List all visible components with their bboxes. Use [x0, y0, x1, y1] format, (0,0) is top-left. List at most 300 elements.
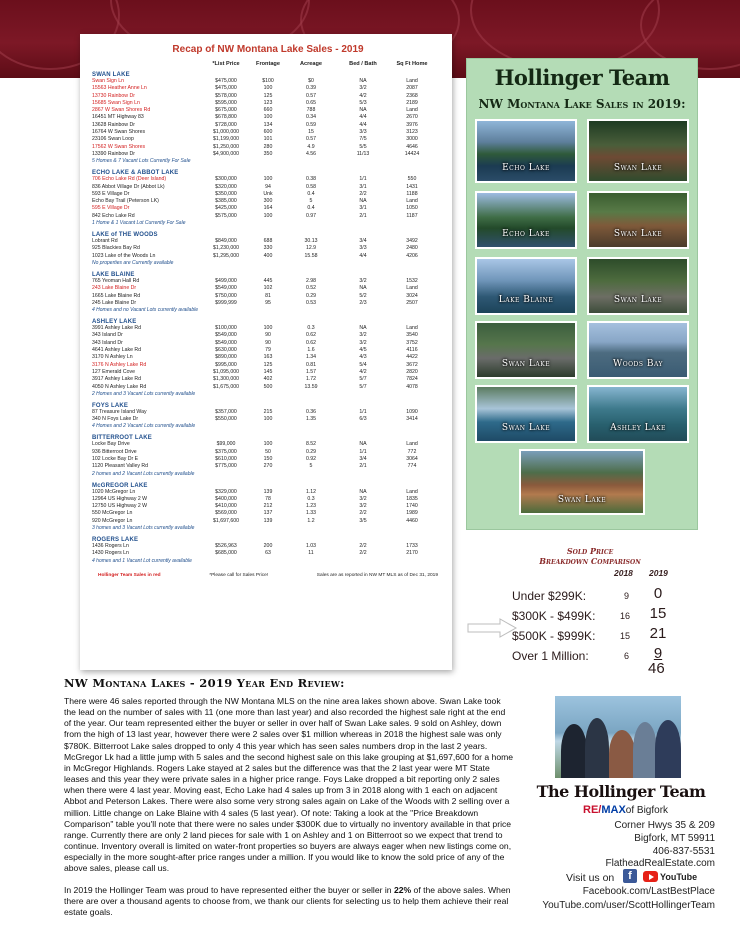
photo-caption: Swan Lake — [557, 495, 607, 505]
sale-address: 550 McGregor Ln — [92, 510, 133, 517]
sale-frontage: 125 — [263, 361, 273, 368]
sale-row — [92, 238, 444, 245]
sale-price: $499,000 — [215, 277, 237, 284]
sale-sqft: 1188 — [406, 190, 418, 197]
sale-row — [92, 376, 444, 383]
sale-address: 16451 MT Highway 83 — [92, 114, 144, 121]
sale-address: 1430 Rogers Ln — [92, 550, 129, 557]
youtube-link[interactable]: YouTube.com/user/ScottHollingerTeam — [542, 900, 715, 911]
sale-acreage: 1.33 — [305, 510, 317, 517]
sale-acreage: 1.12 — [305, 488, 317, 495]
sale-acreage: 0.62 — [305, 339, 317, 346]
lake-sales-recap-sheet — [80, 34, 452, 670]
comparison-row — [512, 585, 712, 607]
availability-note: No properties are Currently available — [92, 259, 174, 266]
sale-frontage: 100 — [263, 176, 273, 183]
website-link[interactable]: FlatheadRealEstate.com — [605, 858, 715, 869]
availability-note: 3 homes and 3 Vacant Lots currently available — [92, 525, 195, 532]
sale-bedbath: NA — [359, 198, 367, 205]
sale-acreage: 2.98 — [305, 277, 317, 284]
sale-bedbath: 2/2 — [359, 510, 367, 517]
availability-note: 4 Homes and no Vacant Lots currently available — [92, 307, 198, 314]
comparison-title-line1: Sold Price — [566, 546, 614, 556]
sale-address: 836 Abbot Village Dr (Abbot Lk) — [92, 183, 165, 190]
photo-caption: Echo Lake — [502, 229, 550, 239]
sale-bedbath: 2/2 — [359, 550, 367, 557]
sale-sqft: 1740 — [406, 503, 418, 510]
sale-frontage: 137 — [263, 510, 273, 517]
sale-row — [92, 489, 444, 496]
lake-section — [92, 483, 444, 532]
sale-price: $675,000 — [215, 107, 237, 114]
sale-frontage: 123 — [263, 99, 273, 106]
photo-caption: Swan Lake — [613, 229, 663, 239]
sale-frontage: 90 — [265, 332, 271, 339]
lake-heading: ROGERS LAKE — [92, 537, 139, 544]
sale-row — [92, 122, 444, 129]
sale-bedbath: 5/3 — [359, 99, 367, 106]
sale-row — [92, 93, 444, 100]
lake-heading: BITTERROOT LAKE — [92, 435, 152, 442]
sale-bedbath: 3/4 — [359, 455, 367, 462]
sale-bedbath: 2/1 — [359, 212, 367, 219]
sale-acreage: 0.52 — [305, 285, 317, 292]
sale-row — [92, 213, 444, 220]
photo-caption: Swan Lake — [613, 163, 663, 173]
sale-price: $410,000 — [215, 503, 237, 510]
sale-bedbath: 2/2 — [359, 190, 367, 197]
lake-sections — [92, 72, 444, 565]
photo-caption: Swan Lake — [501, 423, 551, 433]
sale-sqft: 1733 — [406, 543, 418, 550]
sale-address: 1665 Lake Blaine Rd — [92, 292, 141, 299]
sale-price: $890,000 — [215, 354, 237, 361]
sale-frontage: 163 — [263, 354, 273, 361]
sale-row — [92, 456, 444, 463]
sale-row — [92, 463, 444, 470]
sale-address: 1020 McGregor Ln — [92, 488, 136, 495]
sale-acreage: 0.34 — [305, 114, 317, 121]
sale-address: 127 Emerald Cove — [92, 368, 135, 375]
sale-address: 243 Lake Blaine Dr — [92, 285, 137, 292]
lake-photo — [587, 385, 689, 443]
sale-frontage: 400 — [263, 252, 273, 259]
sale-acreage: 0.81 — [305, 361, 317, 368]
sale-price: $1,000,000 — [213, 129, 239, 136]
sale-price: $475,000 — [215, 85, 237, 92]
sale-address: 706 Echo Lake Rd (Deer Island) — [92, 176, 167, 183]
sale-frontage: 90 — [265, 339, 271, 346]
sale-sqft: 2820 — [406, 368, 418, 375]
sale-price: $475,000 — [215, 78, 237, 84]
sale-acreage: 1.72 — [305, 376, 317, 383]
sale-sqft: 4078 — [406, 383, 418, 390]
comparison-row — [512, 625, 712, 647]
sale-row — [92, 503, 444, 510]
sale-sqft: Land — [406, 78, 418, 84]
lake-photo — [475, 321, 577, 379]
sale-bedbath: 3/1 — [359, 205, 367, 212]
panel-subtitle: NW Montana Lake Sales in 2019: — [478, 97, 686, 111]
lake-section — [92, 272, 444, 314]
sale-acreage: 5 — [309, 463, 313, 470]
sale-row — [92, 184, 444, 191]
photo-caption: Swan Lake — [613, 295, 663, 305]
sale-frontage: 330 — [263, 245, 273, 252]
lake-section — [92, 170, 444, 227]
team-sales-legend: Hollinger Team Sales in red — [98, 572, 161, 578]
sale-bedbath: 2/2 — [359, 543, 367, 550]
sale-bedbath: 3/5 — [359, 517, 367, 524]
sale-price: $750,000 — [215, 292, 237, 299]
lake-heading: ASHLEY LAKE — [92, 319, 137, 326]
sale-frontage: 125 — [263, 92, 273, 99]
sale-price: $1,300,000 — [213, 376, 239, 383]
sale-address: 3176 N Ashley Lake Rd — [92, 361, 147, 368]
sale-bedbath: 5/2 — [359, 292, 367, 299]
sale-address: 4050 N Ashley Lake Rd — [92, 383, 147, 390]
count-2019: 21 — [649, 625, 667, 642]
count-2018: 6 — [624, 651, 630, 661]
youtube-icon[interactable] — [643, 871, 658, 882]
sale-frontage: 94 — [265, 183, 271, 190]
photo-caption: Swan Lake — [501, 359, 551, 369]
sale-address: 13628 Rainbow Dr — [92, 121, 135, 128]
sale-sqft: Land — [406, 198, 418, 205]
comparison-row — [512, 645, 712, 667]
sale-address: 936 Bitterroot Drive — [92, 448, 137, 455]
sale-price: $400,000 — [215, 495, 237, 502]
sale-row — [92, 176, 444, 183]
sale-row — [92, 384, 444, 391]
sale-sqft: 2480 — [406, 245, 418, 252]
sale-price: $1,697,600 — [213, 517, 239, 524]
sale-address: 16764 W Swan Shores — [92, 129, 146, 136]
sale-address: 102 Locke Bay Dr E — [92, 455, 139, 462]
sale-frontage: 100 — [263, 325, 273, 332]
sale-price: $100,000 — [215, 325, 237, 332]
sale-sqft: 14424 — [404, 150, 420, 157]
lake-section — [92, 232, 444, 267]
sale-acreage: 0.39 — [305, 85, 317, 92]
sale-sqft: 1431 — [406, 183, 418, 190]
sale-acreage: 12.9 — [305, 245, 317, 252]
sale-row — [92, 114, 444, 121]
sale-row — [92, 144, 444, 151]
sale-sqft: 4206 — [406, 252, 418, 259]
sale-price: $685,000 — [215, 550, 237, 557]
sale-row — [92, 510, 444, 517]
sale-sqft: 774 — [407, 463, 417, 470]
price-range-label: Over 1 Million: — [512, 649, 589, 663]
sale-row — [92, 285, 444, 292]
photo-caption: Lake Blaine — [498, 295, 554, 305]
team-photo — [553, 694, 683, 780]
sale-sqft: 3024 — [406, 292, 418, 299]
sale-acreage: 0.3 — [307, 495, 315, 502]
sale-price: $595,000 — [215, 99, 237, 106]
sale-bedbath: 3/3 — [359, 245, 367, 252]
sale-price: $375,000 — [215, 448, 237, 455]
sale-sqft: Land — [406, 441, 418, 448]
sale-sqft: 3414 — [406, 416, 418, 423]
phone-number[interactable]: 406-837-5531 — [652, 846, 715, 857]
sale-row — [92, 340, 444, 347]
sale-bedbath: 3/2 — [359, 503, 367, 510]
sale-sqft: 1835 — [406, 495, 418, 502]
sale-row — [92, 78, 444, 85]
sale-bedbath: 4/4 — [359, 121, 367, 128]
visit-us-label: Visit us on — [566, 872, 615, 884]
sale-acreage: 788 — [306, 107, 316, 114]
sale-bedbath: 5/4 — [359, 361, 367, 368]
sale-row — [92, 550, 444, 557]
sale-row — [92, 253, 444, 260]
sale-price: $320,000 — [215, 183, 237, 190]
sale-acreage: 13.59 — [304, 383, 318, 390]
sale-price: $425,000 — [215, 205, 237, 212]
sale-row — [92, 245, 444, 252]
review-body: There were 46 sales reported through the NW Montana MLS on the nine area lakes shown above. Swan Lake took the lead on the number of sales with 11 (one more than last year) and also recorded the highest sale right at the end of the year. Our team represented either the buyer or seller in over half of Swan Lake sales. 9 sold on Ashley, down from the high of 13 last year, however there were 2 sales over $1 million whereas in 2018 the highest sale was only $780K. Bitterroot Lake sales dropped to only 4 this year which has seen sales numbers drop in the last 2 years. McGregor Lk had a little jump with 5 sales and the second highest sale on this lake grouping at $1,697,600 for a home in McGregor Highlands. Rogers Lake stayed at 2 sales but the difference was that the 2 last year were MT State leases and this year they were private sales in a higher price range. Foys Lake dropped a bit reporting only 2 sales when there were 4 last year. Moving east, Echo Lake had 4 sales up from 3 in 2018 along with 1 each on adjacent Abbot and Peterson Lakes. There were also some very strong sales again on Lake of the Woods with 2 selling over a million. Little change on Lake Blaine with 4 sales (5 last year). Of note: Taking a look at the "Price Breakdown Comparison" table you'll note that there were no sales under $300K due to virtually no inventory available in that price range. Currently there are only 2 land pieces for sale with 1 on Ashley and 1 on Bitterroot so we expect that trend to continue. Inventory overall is limited on water-front properties so buyers are always eager when new listings come on, especially in the more sought-after price ranges under a million. If you would like to know the sold price of any of the above sales, please call us. — [64, 696, 514, 874]
sale-sqft: 4646 — [406, 143, 418, 150]
col-acreage: Acreage — [299, 61, 323, 67]
sale-address: 343 Island Dr — [92, 332, 123, 339]
sale-price: $1,199,000 — [213, 136, 239, 143]
sale-address: Lobrant Rd — [92, 238, 118, 245]
sale-acreage: 0.36 — [305, 408, 317, 415]
sale-frontage: 660 — [263, 107, 273, 114]
sale-frontage: 445 — [263, 277, 273, 284]
comparison-title — [520, 546, 660, 566]
sale-bedbath: 5/5 — [359, 143, 367, 150]
sale-frontage: 300 — [263, 198, 273, 205]
col-list-price: *List Price — [212, 61, 240, 67]
sale-address: Echo Bay Trail (Peterson LK) — [92, 198, 159, 205]
sale-acreage: $0 — [308, 78, 314, 84]
sale-price: $350,000 — [215, 190, 237, 197]
sale-address: 13730 Rainbow Dr — [92, 92, 135, 99]
facebook-link[interactable]: Facebook.com/LastBestPlace — [582, 886, 715, 897]
sale-price: $4,900,000 — [213, 150, 239, 157]
sale-bedbath: 1/1 — [359, 176, 367, 183]
lake-photo — [519, 449, 645, 515]
availability-note: 1 Home & 1 Vacant Lot Currently For Sale — [92, 220, 186, 227]
sale-bedbath: 6/3 — [359, 416, 367, 423]
facebook-icon[interactable]: f — [623, 869, 637, 883]
sale-acreage: 1.6 — [307, 347, 315, 354]
lake-heading: LAKE of THE WOODS — [92, 232, 158, 239]
sale-address: 925 Blackies Bay Rd — [92, 245, 140, 252]
price-range-label: $500K - $999K: — [512, 629, 596, 643]
sale-row — [92, 205, 444, 212]
sale-address: 765 Yeoman Hall Rd — [92, 277, 140, 284]
sale-row — [92, 278, 444, 285]
sale-address: 595 E Village Dr — [92, 205, 130, 212]
sale-row — [92, 409, 444, 416]
sale-price: $630,000 — [215, 347, 237, 354]
sale-bedbath: 4/2 — [359, 368, 367, 375]
sale-frontage: 164 — [263, 205, 273, 212]
sale-sqft: 2670 — [406, 114, 418, 121]
sale-address: 2867 W Swan Shores Rd — [92, 107, 151, 114]
sale-price: $849,000 — [215, 238, 237, 245]
lake-photo — [475, 191, 577, 249]
sale-address: Swan Sign Ln — [92, 78, 125, 84]
sale-row — [92, 441, 444, 448]
sale-price: $1,675,000 — [213, 383, 239, 390]
sale-bedbath: NA — [359, 441, 367, 448]
address-line-1: Corner Hwys 35 & 209 — [614, 820, 715, 831]
sale-price: $1,250,000 — [213, 143, 239, 150]
col-bed-bath: Bed / Bath — [349, 61, 377, 67]
sale-acreage: 1.34 — [305, 354, 317, 361]
sale-sqft: 3492 — [406, 238, 418, 245]
closing-text-b: of the above sales. When there are over a thousand agents to choose from, we thank our clients for selecting us to help them achieve their real estate goals. — [64, 885, 511, 918]
lake-heading: SWAN LAKE — [92, 72, 130, 78]
sale-sqft: 3672 — [406, 361, 418, 368]
sale-row — [92, 543, 444, 550]
sale-sqft: Land — [406, 285, 418, 292]
sale-sqft: 1090 — [406, 408, 418, 415]
sale-price: $1,095,000 — [213, 368, 239, 375]
availability-note: 4 Homes and 2 Vacant Lots currently available — [92, 423, 196, 430]
sale-sqft: 2507 — [406, 299, 418, 306]
lake-photo — [587, 321, 689, 379]
sale-address: 12964 US Highway 2 W — [92, 495, 148, 502]
photo-caption: Ashley Lake — [610, 423, 666, 433]
count-2018: 16 — [620, 611, 631, 621]
sale-acreage: 0.53 — [305, 299, 317, 306]
sale-row — [92, 518, 444, 525]
sale-address: 23106 Swan Loop — [92, 136, 134, 143]
sale-row — [92, 449, 444, 456]
sale-frontage: 100 — [263, 416, 273, 423]
sale-frontage: Unk — [263, 190, 273, 197]
sale-frontage: 500 — [263, 383, 273, 390]
sale-sqft: 7824 — [406, 376, 418, 383]
sale-acreage: 4.56 — [305, 150, 317, 157]
review-title: NW Montana Lakes - 2019 Year End Review: — [64, 676, 345, 690]
lake-photo — [587, 257, 689, 315]
sale-row — [92, 325, 444, 332]
recap-footer — [92, 573, 444, 578]
pointer-arrow-icon — [466, 617, 518, 639]
sale-price: $995,000 — [215, 361, 237, 368]
sale-sqft: Land — [406, 107, 418, 114]
sale-frontage: 212 — [263, 503, 273, 510]
sale-address: 13390 Rainbow Dr — [92, 150, 135, 157]
sale-bedbath: 5/7 — [359, 376, 367, 383]
sale-acreage: 1.35 — [305, 416, 317, 423]
sale-bedbath: 3/2 — [359, 495, 367, 502]
sale-acreage: 15 — [308, 129, 314, 136]
col-frontage: Frontage — [256, 61, 280, 67]
sale-address: 12750 US Highway 2 W — [92, 503, 148, 510]
comparison-row — [512, 605, 712, 627]
sale-frontage: 139 — [263, 517, 273, 524]
sale-acreage: 1.03 — [305, 543, 317, 550]
photo-caption: Woods Bay — [612, 359, 664, 369]
sale-sqft: Land — [406, 488, 418, 495]
sale-address: 842 Echo Lake Rd — [92, 212, 135, 219]
sale-price: $549,000 — [215, 339, 237, 346]
lake-section — [92, 319, 444, 398]
lake-photo — [587, 119, 689, 183]
sale-address: 3917 Ashley Lake Rd — [92, 376, 142, 383]
sale-frontage: 100 — [263, 114, 273, 121]
sale-acreage: 0.29 — [305, 292, 317, 299]
sale-frontage: 600 — [263, 129, 273, 136]
count-2019: 9 — [653, 645, 663, 662]
sale-sqft: 3123 — [406, 129, 418, 136]
sale-sqft: 3752 — [406, 339, 418, 346]
sale-sqft: 2189 — [406, 99, 418, 106]
sale-acreage: 0.62 — [305, 332, 317, 339]
sale-address: 340 N Foys Lake Dr — [92, 416, 139, 423]
sale-row — [92, 151, 444, 158]
sale-row — [92, 300, 444, 307]
lake-photo — [475, 257, 577, 315]
sale-price: $526,963 — [215, 543, 237, 550]
sale-acreage: 0.59 — [305, 121, 317, 128]
sale-sqft: 3976 — [406, 121, 418, 128]
sale-address: 343 Island Dr — [92, 339, 123, 346]
sale-price: $999,999 — [215, 299, 237, 306]
sale-sqft: 3540 — [406, 332, 418, 339]
sale-frontage: 100 — [263, 441, 273, 448]
sale-bedbath: 3/2 — [359, 277, 367, 284]
sale-acreage: 5 — [309, 198, 313, 205]
availability-note: 2 Homes and 3 Vacant Lots currently available — [92, 390, 196, 397]
sale-bedbath: 4/3 — [359, 354, 367, 361]
lake-heading: McGREGOR LAKE — [92, 482, 148, 489]
panel-title: Hollinger Team — [494, 65, 670, 90]
sale-acreage: 1.57 — [305, 368, 317, 375]
sale-bedbath: 3/2 — [359, 85, 367, 92]
sale-row — [92, 100, 444, 107]
sale-sqft: 3064 — [406, 455, 418, 462]
sale-bedbath: 4/5 — [359, 347, 367, 354]
sale-address: 15685 Swan Sign Ln — [92, 99, 140, 106]
price-range-label: Under $299K: — [512, 589, 587, 603]
sale-acreage: 0.38 — [305, 176, 317, 183]
sale-address: Locke Bay Drive — [92, 441, 130, 448]
sale-bedbath: 4/2 — [359, 92, 367, 99]
sale-sqft: 2368 — [406, 92, 418, 99]
count-2019: 15 — [649, 605, 667, 622]
lake-section — [92, 72, 444, 165]
sale-price: $728,000 — [215, 121, 237, 128]
sale-price: $569,000 — [215, 510, 237, 517]
sale-price: $385,000 — [215, 198, 237, 205]
closing-text-a: In 2019 the Hollinger Team was proud to have represented either the buyer or seller in — [64, 885, 394, 895]
sale-acreage: 1.2 — [307, 517, 315, 524]
sale-price: $578,000 — [215, 92, 237, 99]
sale-bedbath: 3/3 — [359, 129, 367, 136]
lake-section — [92, 537, 444, 565]
sale-bedbath: 3/1 — [359, 183, 367, 190]
sale-price: $610,000 — [215, 455, 237, 462]
price-range-label: $300K - $499K: — [512, 609, 596, 623]
sale-price: $1,295,000 — [213, 252, 239, 259]
sale-row — [92, 293, 444, 300]
sale-acreage: 0.29 — [305, 448, 317, 455]
sale-price: $549,000 — [215, 285, 237, 292]
sale-price: $300,000 — [215, 176, 237, 183]
sale-frontage: 215 — [263, 408, 273, 415]
sale-frontage: 50 — [265, 448, 271, 455]
sale-sqft: 4422 — [406, 354, 418, 361]
